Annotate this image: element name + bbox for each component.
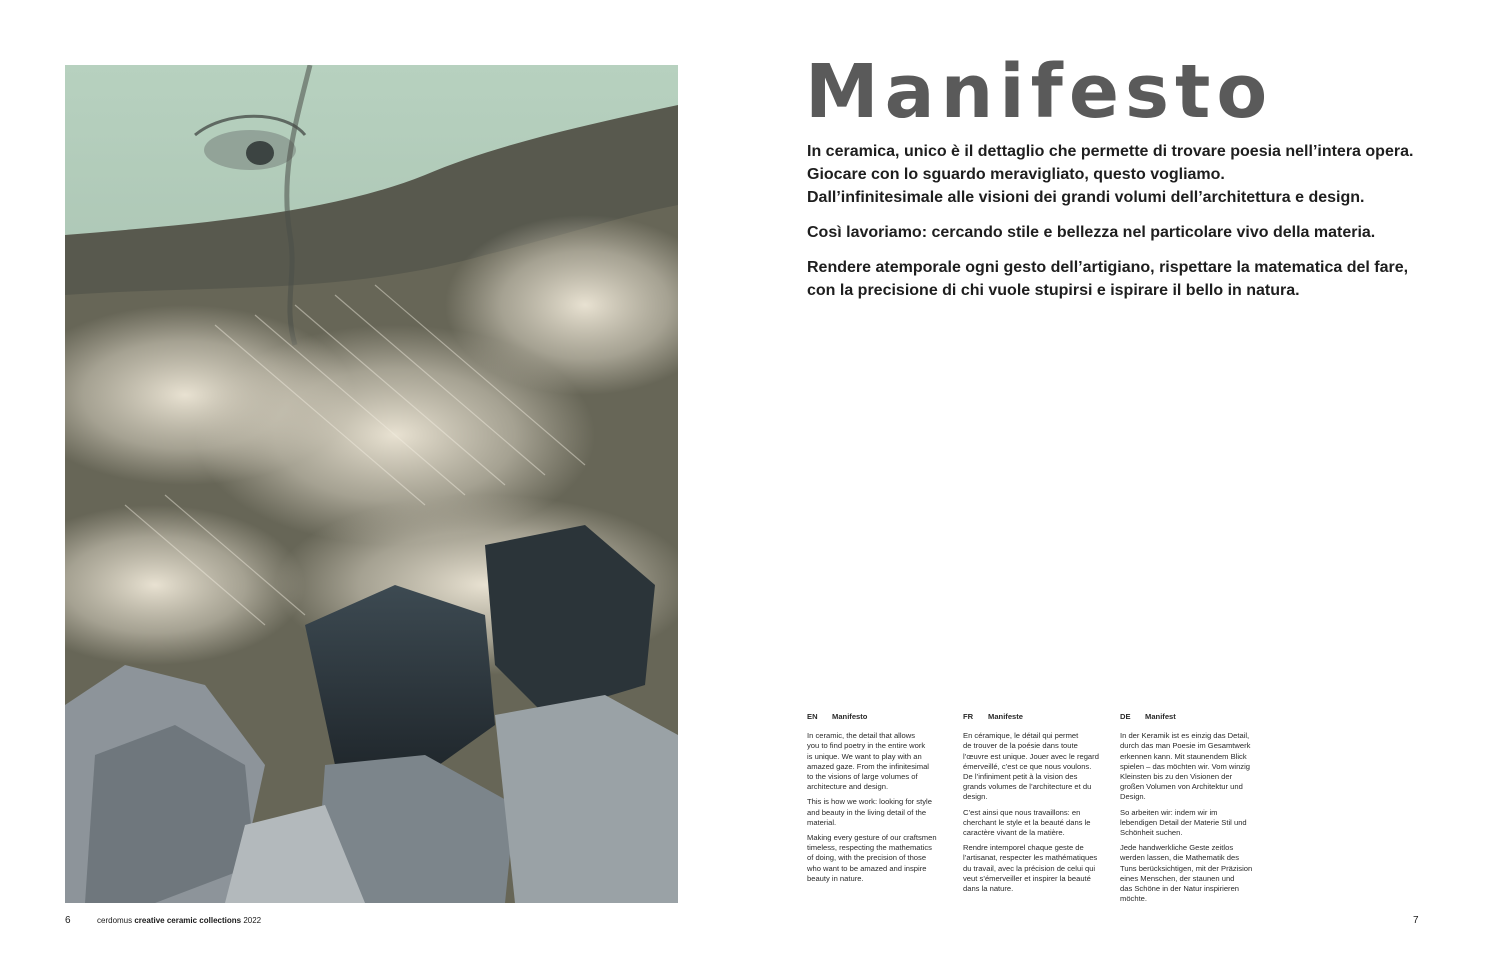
paragraph [807,797,947,828]
text-line: émerveillé, c’est ce que nous voulons. [963,761,1092,771]
page-number-right: 7 [1413,915,1419,926]
text-line: Rendre intemporel chaque geste de [963,843,1084,853]
paragraph [1120,843,1260,904]
text-line: and beauty in the living detail of the [807,807,927,817]
text-line: grands volumes de l’architecture et du [963,782,1092,792]
translation-column-de [1120,712,1260,909]
text-line: amazed gaze. From the infinitesimal [807,761,929,771]
collage-photo [65,65,678,903]
paragraph [963,731,1103,802]
footer-credit [97,916,261,925]
intro-paragraph-1 [807,140,1447,209]
intro-line: Rendere atemporale ogni gesto dell’artigiano, rispettare la matematica del fare, [807,259,1409,276]
paragraph [963,808,1103,839]
translation-column-en [807,712,947,889]
language-code: DE [1120,712,1131,721]
paragraph [1120,808,1260,839]
text-line: eines Menschen, der staunen und [1120,873,1235,883]
intro-line: Giocare con lo sguardo meravigliato, questo vogliamo. [807,166,1225,183]
intro-paragraph-2 [807,221,1447,244]
text-line: cherchant le style et la beauté dans le [963,817,1091,827]
collage-illustration [65,65,678,903]
intro-line: In ceramica, unico è il dettaglio che permette di trovare poesia nell’intera opera. [807,143,1414,160]
heading-text: Manifeste [988,712,1024,721]
heading-text: Manifesto [832,712,868,721]
paragraph [807,731,947,792]
text-line: möchte. [1120,894,1148,904]
intro-line: con la precisione di chi vuole stupirsi e ispirare il bello in natura. [807,282,1300,299]
collection-name: creative ceramic collections [134,916,242,925]
text-line: Schönheit suchen. [1120,828,1183,838]
text-line: durch das man Poesie im Gesamtwerk [1120,741,1251,751]
text-line: Tuns berücksichtigen, mit der Präzision [1120,863,1253,873]
text-line: l’œuvre est unique. Jouer avec le regard [963,751,1099,761]
text-line: So arbeiten wir: indem wir im [1120,807,1218,817]
text-line: you to find poetry in the entire work [807,741,926,751]
page-title: Manifesto [805,49,1274,135]
column-heading [1120,712,1260,722]
text-line: beauty in nature. [807,873,864,883]
intro-line: Così lavoriamo: cercando stile e bellezza nel particolare vivo della materia. [807,224,1376,241]
text-line: das Schöne in der Natur inspirieren [1120,884,1240,894]
text-line: Kleinsten bis zu den Visionen der [1120,772,1233,782]
text-line: werden lassen, die Mathematik des [1120,853,1240,863]
text-line: C’est ainsi que nous travaillons: en [963,807,1081,817]
text-line: du travail, avec la précision de celui qui [963,863,1096,873]
text-line: dans la nature. [963,884,1014,894]
text-line: architecture and design. [807,782,889,792]
text-line: This is how we work: looking for style [807,797,932,807]
heading-text: Manifest [1145,712,1176,721]
translations [807,712,1277,912]
brand-name: cerdomus [97,916,133,925]
intro-line: Dall’infinitesimale alle visioni dei grandi volumi dell’architettura e design. [807,189,1365,206]
text-line: de trouver de la poésie dans toute [963,741,1078,751]
text-line: In der Keramik ist es einzig das Detail, [1120,731,1250,741]
text-line: caractère vivant de la matière. [963,828,1065,838]
text-line: design. [963,792,988,802]
text-line: lebendigen Detail der Materie Stil und [1120,817,1247,827]
manifesto-intro [807,140,1447,314]
text-line: großen Volumen von Architektur und [1120,782,1243,792]
page-number-left: 6 [65,915,71,926]
text-line: En céramique, le détail qui permet [963,731,1079,741]
text-line: who want to be amazed and inspire [807,863,927,873]
text-line: is unique. We want to play with an [807,751,922,761]
text-line: spielen – das möchten wir. Vom winzig [1120,761,1251,771]
collection-year: 2022 [243,916,262,925]
column-heading [807,712,947,722]
language-code: EN [807,712,818,721]
paragraph [1120,731,1260,802]
text-line: timeless, respecting the mathematics [807,843,932,853]
text-line: to the visions of large volumes of [807,772,918,782]
column-heading [963,712,1103,722]
paragraph [807,833,947,884]
intro-paragraph-3 [807,256,1447,302]
text-line: material. [807,817,837,827]
paragraph [963,843,1103,894]
translation-column-fr [963,712,1103,899]
text-line: Jede handwerkliche Geste zeitlos [1120,843,1234,853]
text-line: Design. [1120,792,1146,802]
text-line: of doing, with the precision of those [807,853,927,863]
text-line: erkennen kann. Mit staunendem Blick [1120,751,1247,761]
text-line: l’artisanat, respecter les mathématiques [963,853,1098,863]
text-line: In ceramic, the detail that allows [807,731,916,741]
text-line: Making every gesture of our craftsmen [807,833,937,843]
text-line: veut s’émerveiller et inspirer la beauté [963,873,1091,883]
language-code: FR [963,712,974,721]
text-line: De l’infiniment petit à la vision des [963,772,1078,782]
